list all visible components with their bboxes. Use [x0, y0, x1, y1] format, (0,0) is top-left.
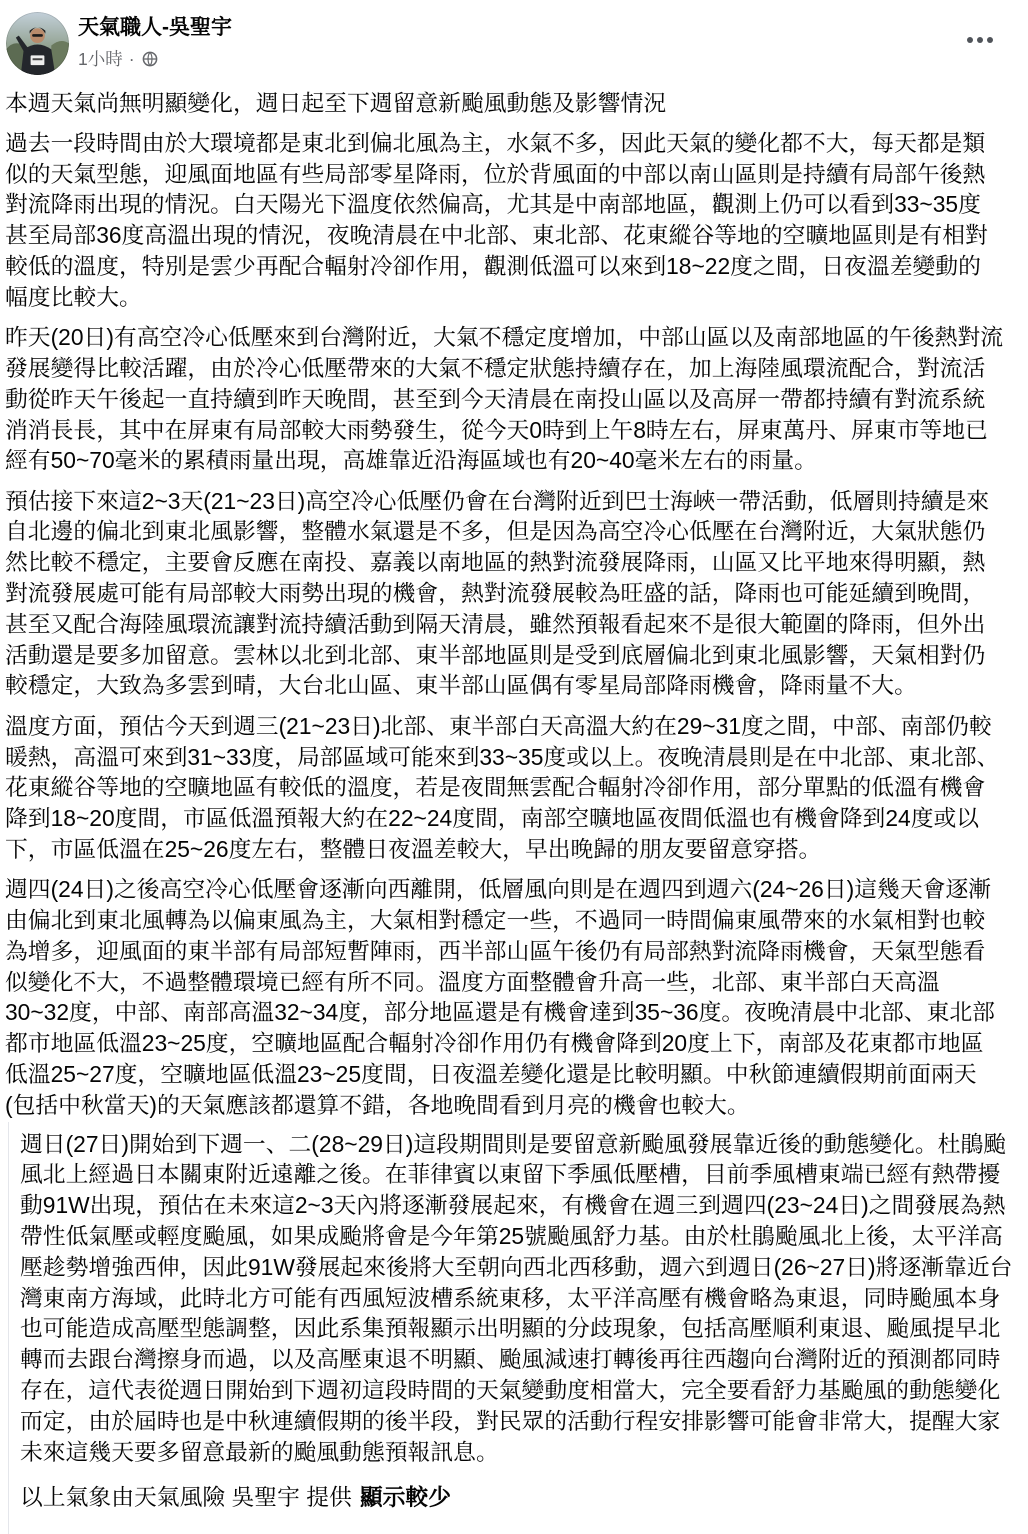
- post-meta: [78, 48, 158, 70]
- post-paragraph: [5, 874, 1023, 1120]
- paragraph-line: 花東縱谷等地的空曠地區有較低的溫度，若是夜間無雲配合輻射冷卻作用，部分單點的低溫有機會: [5, 774, 986, 801]
- post-body-continued: [20, 1129, 1024, 1513]
- post-card-continued: [8, 1122, 1028, 1534]
- paragraph-line: 過去一段時間由於大環境都是東北到偏北風為主，水氣不多，因此天氣的變化都不大，每天都是類: [5, 129, 986, 156]
- paragraph-line: 壓趁勢增強西伸，因此91W發展起來後將大至朝向西北西移動，週六到週日(26~27日)將逐漸靠近台: [20, 1253, 1013, 1280]
- paragraph-line: 低溫25~27度，空曠地區低溫23~25度間，日夜溫差變化還是比較明顯。中秋節連續假期前面兩天: [5, 1061, 977, 1087]
- post-paragraph: [5, 322, 1023, 476]
- paragraph-line: 都市地區低溫23~25度，空曠地區配合輻射冷卻作用仍有機會降到20度上下，南部及花東都市地區: [5, 1030, 984, 1057]
- avatar-image: [6, 12, 69, 75]
- paragraph-line: 週日(27日)開始到下週一、二(28~29日)這段期間則是要留意新颱風發展靠近後的動態變化。杜鵑颱: [20, 1130, 1007, 1157]
- paragraph-line: 似的天氣型態，迎風面地區有些局部零星降雨，位於背風面的中部以南山區則是持續有局部午後熱: [5, 160, 986, 187]
- see-less-link[interactable]: 顯示較少: [359, 1483, 452, 1510]
- paragraph-line: 然比較不穩定，主要會反應在南投、嘉義以南地區的熱對流發展降雨，山區又比平地來得明顯，熱: [5, 549, 986, 576]
- paragraph-line: 較低的溫度，特別是雲少再配合輻射冷卻作用，觀測低溫可以來到18~22度之間，日夜溫差變動的: [5, 253, 981, 280]
- paragraph-line: 對流降雨出現的情況。白天陽光下溫度依然偏高，尤其是中南部地區，觀測上仍可以看到33~35度: [5, 191, 981, 218]
- credit-text: 以上氣象由天氣風險 吳聖宇 提供: [20, 1483, 352, 1510]
- paragraph-line: 存在，這代表從週日開始到下週初這段時間的天氣變動度相當大，完全要看舒力基颱風的動態變化: [20, 1376, 1001, 1403]
- paragraph-line: 動從昨天午後起一直持續到昨天晚間，甚至到今天清晨在南投山區以及高屏一帶都持續有對流系統: [5, 385, 986, 412]
- credit-line: [20, 1482, 1024, 1513]
- more-options-icon: [966, 36, 994, 44]
- author-avatar[interactable]: [6, 12, 69, 75]
- paragraph-line: 週四(24日)之後高空冷心低壓會逐漸向西離開，低層風向則是在週四到週六(24~26日)這幾天會逐漸: [5, 876, 992, 903]
- paragraph-line: 也可能造成高壓型態調整，因此系集預報顯示出明顯的分歧現象，包括高壓順利東退、颱風提早北: [20, 1315, 1001, 1342]
- paragraph-line: (包括中秋當天)的天氣應該都還算不錯，各地晚間看到月亮的機會也較大。: [5, 1091, 750, 1118]
- post-timestamp[interactable]: 1小時: [78, 49, 123, 69]
- paragraph-line: 未來這幾天要多留意最新的颱風動態預報訊息。: [20, 1438, 499, 1465]
- post-paragraph: [20, 1129, 1024, 1468]
- paragraph-line: 發展變得比較活躍，由於冷心低壓帶來的大氣不穩定狀態持續存在，加上海陸風環流配合，對流活: [5, 354, 986, 381]
- paragraph-line: 30~32度，中部、南部高溫32~34度，部分地區還是有機會達到35~36度。夜晚清晨中北部、東北部: [5, 999, 995, 1026]
- post-body: [5, 88, 1023, 1131]
- paragraph-line: 下，市區低溫在25~26度左右，整體日夜溫差較大，早出晚歸的朋友要留意穿搭。: [5, 835, 822, 862]
- paragraph-line: 甚至又配合海陸風環流讓對流持續活動到隔天清晨，雖然預報看起來不是很大範圍的降雨，但外出: [5, 610, 986, 637]
- paragraph-line: 暖熱，高溫可來到31~33度，局部區域可能來到33~35度或以上。夜晚清晨則是在中北部、東北部、: [5, 743, 1000, 770]
- paragraph-line: 經有50~70毫米的累積雨量出現，高雄靠近沿海區域也有20~40毫米左右的雨量。: [5, 447, 817, 474]
- paragraph-line: 昨天(20日)有高空冷心低壓來到台灣附近，大氣不穩定度增加，中部山區以及南部地區的午後熱對流: [5, 324, 1004, 351]
- paragraph-line: 動91W出現，預估在未來這2~3天內將逐漸發展起來，有機會在週三到週四(23~24日)之間發展為熱: [20, 1192, 1006, 1219]
- paragraph-line: 活動還是要多加留意。雲林以北到北部、東半部地區則是受到底層偏北到東北風影響，天氣相對仍: [5, 641, 986, 668]
- paragraph-line: 幅度比較大。: [5, 283, 142, 310]
- paragraph-group: [20, 1129, 1024, 1468]
- paragraph-line: 帶性低氣壓或輕度颱風，如果成颱將會是今年第25號颱風舒力基。由於杜鵑颱風北上後，太平洋高: [20, 1222, 1003, 1249]
- paragraph-line: 而定，由於屆時也是中秋連續假期的後半段，對民眾的活動行程安排影響可能會非常大，提醒大家: [20, 1407, 1001, 1434]
- paragraph-line: 對流發展處可能有局部較大雨勢出現的機會，熱對流發展較為旺盛的話，降雨也可能延續到晚間，: [5, 580, 986, 607]
- post-paragraph: [5, 711, 1023, 865]
- paragraph-line: 為增多，迎風面的東半部有局部短暫陣雨，西半部山區午後仍有局部熱對流降雨機會，天氣型態看: [5, 937, 986, 964]
- meta-separator: ·: [128, 49, 135, 69]
- paragraph-line: 預估接下來這2~3天(21~23日)高空冷心低壓仍會在台灣附近到巴士海峽一帶活動，低層則持續是來: [5, 487, 990, 514]
- post-headline: 本週天氣尚無明顯變化，週日起至下週留意新颱風動態及影響情況: [5, 89, 667, 116]
- more-options-button[interactable]: [962, 27, 998, 53]
- post-paragraph: [5, 128, 1023, 313]
- paragraph-line: 較穩定，大致為多雲到晴，大台北山區、東半部山區偶有零星局部降雨機會，降雨量不大。: [5, 672, 917, 699]
- paragraph-line: 甚至局部36度高溫出現的情況，夜晚清晨在中北部、東北部、花東縱谷等地的空曠地區則是有相對: [5, 222, 988, 249]
- paragraph-line: 轉而去跟台灣擦身而過，以及高壓東退不明顯、颱風減速打轉後再往西趨向台灣附近的預測都同時: [20, 1346, 1001, 1373]
- paragraph-line: 自北邊的偏北到東北風影響，整體水氣還是不多，但是因為高空冷心低壓在台灣附近，大氣狀態仍: [5, 518, 986, 545]
- paragraph-line: 由偏北到東北風轉為以偏東風為主，大氣相對穩定一些，不過同一時間偏東風帶來的水氣相對也較: [5, 907, 986, 934]
- post-paragraph: [5, 486, 1023, 702]
- paragraph-line: 似變化不大，不過整體環境已經有所不同。溫度方面整體會升高一些，北部、東半部白天高溫: [5, 968, 940, 995]
- globe-icon: [142, 51, 158, 67]
- author-name[interactable]: 天氣職人-吳聖宇: [78, 16, 232, 39]
- paragraph-line: 風北上經過日本關東附近遠離之後。在菲律賓以東留下季風低壓槽，目前季風槽東端已經有熱帶擾: [20, 1161, 1001, 1188]
- paragraph-line: 灣東南方海域，此時北方可能有西風短波槽系統東移，太平洋高壓有機會略為東退，同時颱風本身: [20, 1284, 1001, 1311]
- paragraph-line: 消消長長，其中在屏東有局部較大雨勢發生，從今天0時到上午8時左右，屏東萬丹、屏東市等地已: [5, 416, 988, 443]
- paragraph-line: 降到18~20度間，市區低溫預報大約在22~24度間，南部空曠地區夜間低溫也有機會降到24度或以: [5, 805, 980, 832]
- paragraph-line: 溫度方面，預估今天到週三(21~23日)北部、東半部白天高溫大約在29~31度之間，中部、南部仍較: [5, 712, 992, 739]
